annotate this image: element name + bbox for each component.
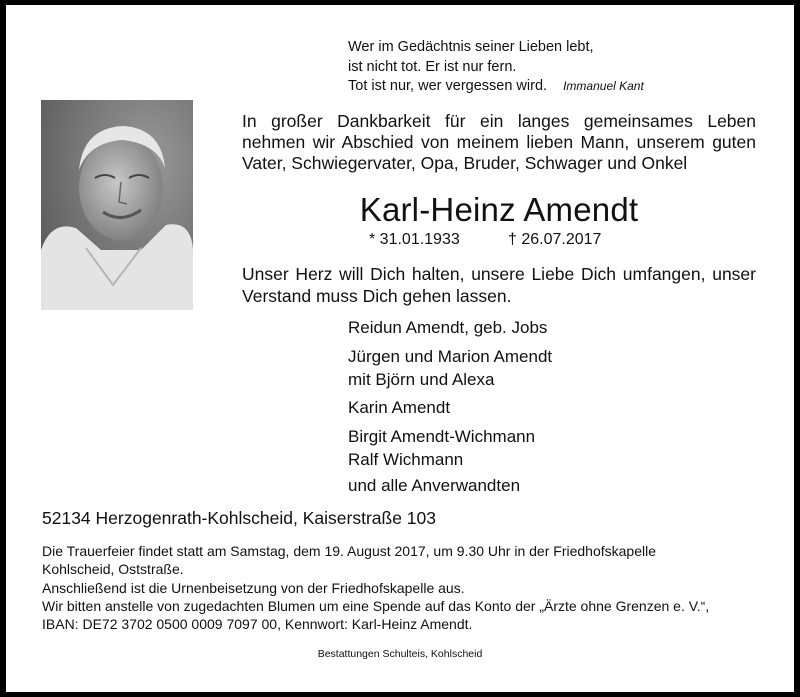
quote-line: ist nicht tot. Er ist nur fern.: [348, 58, 517, 75]
intro-line: In großer Dankbarkeit für ein langes gemeinsames Leben: [242, 111, 756, 131]
notice-line: Kohlscheid, Oststraße.: [42, 561, 184, 577]
burial-notice: [42, 579, 465, 597]
funeral-home-credit: Bestattungen Schulteis, Kohlscheid: [317, 648, 483, 660]
mourner-line: Birgit Amendt-Wichmann: [348, 427, 536, 446]
donation-notice: [42, 597, 709, 633]
notice-line: Anschließend ist die Urnenbeisetzung von der Friedhofskapelle aus.: [42, 580, 465, 596]
verse-line: Verstand muss Dich gehen lassen.: [242, 286, 512, 306]
quote-line-text: Tot ist nur, wer vergessen wird.: [348, 78, 548, 94]
quote-author: Immanuel Kant: [563, 79, 644, 93]
deceased-name: Karl-Heinz Amendt: [359, 191, 639, 228]
ceremony-notice: [42, 542, 656, 578]
verse-text: [242, 263, 756, 307]
quote-line: [348, 77, 644, 97]
intro-text: [242, 111, 756, 174]
obituary-notice: [6, 5, 794, 692]
birth-date: * 31.01.1933: [369, 231, 460, 248]
mourner-group: [348, 317, 547, 340]
mourner-line: Reidun Amendt, geb. Jobs: [348, 318, 548, 337]
portrait-photo: [41, 100, 193, 310]
notice-line: Die Trauerfeier findet statt am Samstag, dem 19. August 2017, um 9.30 Uhr in der Friedhofskapelle: [42, 543, 656, 559]
mourner-group: [348, 426, 535, 471]
mourner-line: mit Björn und Alexa: [348, 369, 495, 389]
intro-line: Vater, Schwiegervater, Opa, Bruder, Schwager und Onkel: [242, 153, 688, 173]
quote: [348, 38, 644, 97]
family-address: 52134 Herzogenrath-Kohlscheid, Kaiserstraße 103: [42, 508, 436, 528]
death-date: † 26.07.2017: [508, 231, 602, 248]
mourner-group: [348, 346, 552, 391]
verse-line: Unser Herz will Dich halten, unsere Liebe Dich umfangen, unser: [242, 264, 756, 284]
notice-line: Wir bitten anstelle von zugedachten Blumen um eine Spende auf das Konto der „Ärzte ohne Grenzen e. V.“,: [42, 598, 710, 614]
mourner-group: [348, 397, 450, 420]
portrait-image: [41, 100, 193, 310]
mourner-line: Jürgen und Marion Amendt: [348, 347, 553, 366]
mourner-line: Ralf Wichmann: [348, 449, 464, 469]
mourner-line: Karin Amendt: [348, 398, 451, 417]
notice-line: IBAN: DE72 3702 0500 0009 7097 00, Kennwort: Karl-Heinz Amendt.: [42, 616, 473, 632]
intro-line: nehmen wir Abschied von meinem lieben Mann, unserem guten: [242, 132, 756, 152]
quote-line: Wer im Gedächtnis seiner Lieben lebt,: [348, 39, 594, 55]
mourner-line: und alle Anverwandten: [348, 476, 521, 495]
mourner-group: [348, 475, 520, 498]
